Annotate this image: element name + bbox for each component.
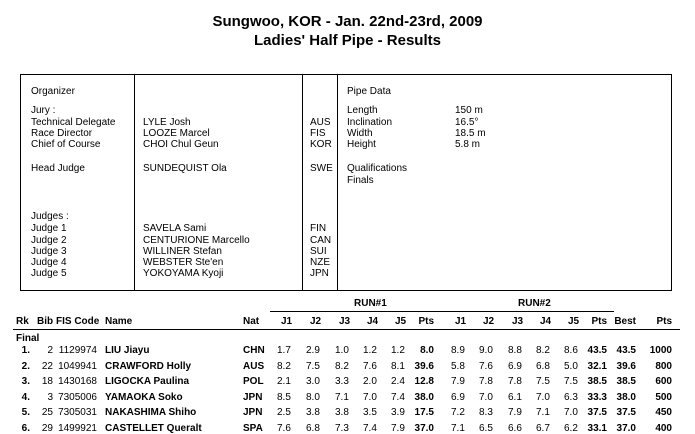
run1-rule [270, 311, 443, 312]
run2-score: 6.2 [564, 422, 578, 434]
run1-pts: 38.0 [414, 391, 434, 403]
run1-pts: 39.6 [414, 360, 434, 372]
run2-score: 6.3 [564, 391, 578, 403]
col-run1-j1: J1 [281, 316, 293, 327]
bib: 3 [47, 391, 53, 403]
pipe-label: Length [347, 105, 378, 116]
run2-pts: 37.5 [587, 407, 607, 418]
run1-score: 7.5 [306, 360, 320, 372]
best-score: 39.6 [616, 360, 636, 372]
fis-code: 1049941 [58, 360, 97, 372]
fis-code: 1499921 [58, 422, 97, 434]
run2-score: 8.2 [536, 345, 550, 356]
run2-score: 7.6 [479, 360, 493, 372]
run1-score: 8.2 [277, 360, 291, 372]
run2-score: 8.9 [451, 345, 465, 356]
run2-score: 8.6 [564, 345, 578, 356]
judge-name: WILLINER Stefan [143, 246, 222, 257]
athlete-name: NAKASHIMA Shiho [105, 407, 197, 418]
col-bib: Bib [37, 316, 54, 327]
run2-score: 6.1 [508, 391, 522, 403]
athlete-name: LIGOCKA Paulina [105, 376, 190, 387]
fis-code: 1430168 [58, 376, 97, 387]
official-name: CHOI Chul Geun [143, 139, 219, 150]
official-name: LYLE Josh [143, 117, 191, 128]
bib: 2 [47, 345, 53, 356]
best-score: 37.0 [616, 422, 636, 434]
run1-score: 7.6 [277, 422, 291, 434]
col-run1-j4: J4 [367, 316, 379, 327]
athlete-name: LIU Jiayu [105, 345, 150, 356]
col-run2-j5: J5 [568, 316, 580, 327]
run1-score: 7.6 [363, 360, 377, 372]
pipe-value: 150 m [455, 105, 483, 116]
run2-pts: 33.1 [587, 422, 607, 434]
judge-nat: SUI [310, 246, 327, 257]
athlete-nat: AUS [243, 360, 265, 372]
run2-score: 5.8 [451, 360, 465, 372]
total-pts: 600 [655, 376, 672, 387]
run2-score: 7.9 [451, 376, 465, 387]
run1-pts: 12.8 [414, 376, 434, 387]
judges-label: Judges : [31, 211, 69, 222]
run2-score: 7.1 [536, 407, 550, 418]
judge-role-4: Judge 4 [31, 257, 67, 268]
run2-score: 6.9 [451, 391, 465, 403]
total-pts: 500 [655, 391, 672, 403]
athlete-name: YAMAOKA Soko [105, 391, 183, 403]
organizer-label: Organizer [31, 86, 75, 97]
run1-score: 8.2 [335, 360, 349, 372]
run1-score: 3.5 [363, 407, 377, 418]
run1-score: 2.0 [363, 376, 377, 387]
officials-box [20, 74, 672, 291]
head-judge-name: SUNDEQUIST Ola [143, 163, 227, 174]
pipe-value: 5.8 m [455, 139, 481, 150]
run2-pts: 38.5 [587, 376, 607, 387]
athlete-name: CASTELLET Queralt [105, 422, 202, 434]
best-score: 43.5 [616, 345, 636, 356]
run1-score: 3.3 [335, 376, 349, 387]
run1-score: 3.9 [391, 407, 405, 418]
run2-score: 7.8 [508, 376, 522, 387]
run2-score: 9.0 [479, 345, 493, 356]
divider [134, 74, 135, 291]
run1-score: 8.5 [277, 391, 291, 403]
judge-nat: CAN [310, 235, 332, 246]
run2-score: 7.1 [451, 422, 465, 434]
run1-score: 7.1 [335, 391, 349, 403]
total-pts: 450 [655, 407, 672, 418]
run2-score: 8.3 [479, 407, 493, 418]
rank: 5. [21, 407, 30, 418]
bib: 22 [41, 360, 53, 372]
run1-score: 7.4 [363, 422, 377, 434]
judge-name: CENTURIONE Marcello [143, 235, 250, 246]
run1-score: 7.3 [335, 422, 349, 434]
run2-score: 7.8 [479, 376, 493, 387]
athlete-nat: SPA [243, 422, 263, 434]
judge-nat: FIN [310, 223, 327, 234]
run2-score: 6.6 [508, 422, 522, 434]
judge-role-3: Judge 3 [31, 246, 67, 257]
run1-header: RUN#1 [354, 298, 387, 309]
run1-score: 1.7 [277, 345, 291, 356]
qualifications-label: Qualifications [347, 163, 408, 174]
run1-score: 1.2 [391, 345, 405, 356]
run1-score: 3.8 [335, 407, 349, 418]
pipe-label: Inclination [347, 117, 393, 128]
run2-score: 7.0 [536, 391, 550, 403]
run1-score: 2.5 [277, 407, 291, 418]
page-subtitle: Ladies' Half Pipe - Results [254, 32, 441, 49]
header-rule [13, 329, 680, 330]
pipe-label: Width [347, 128, 373, 139]
role-technical-delegate: Technical Delegate [31, 117, 116, 128]
run2-score: 6.7 [536, 422, 550, 434]
run2-pts: 32.1 [587, 360, 607, 372]
rank: 2. [21, 360, 30, 372]
rank: 6. [21, 422, 30, 434]
judge-name: YOKOYAMA Kyoji [143, 268, 224, 279]
total-pts: 800 [655, 360, 672, 372]
judge-role-1: Judge 1 [31, 223, 67, 234]
run1-pts: 17.5 [414, 407, 434, 418]
run2-rule [442, 311, 614, 312]
pipe-label: Height [347, 139, 376, 150]
total-pts: 400 [655, 422, 672, 434]
run1-score: 7.4 [391, 391, 405, 403]
run2-pts: 43.5 [587, 345, 607, 356]
run1-score: 2.9 [306, 345, 320, 356]
rank: 1. [21, 345, 30, 356]
bib: 18 [41, 376, 53, 387]
athlete-nat: POL [243, 376, 264, 387]
rank: 3. [21, 376, 30, 387]
official-nat: FIS [310, 128, 326, 139]
run2-score: 6.9 [508, 360, 522, 372]
run2-header: RUN#2 [518, 298, 551, 309]
run2-pts: 33.3 [587, 391, 607, 403]
judge-nat: JPN [310, 268, 329, 279]
run2-score: 7.5 [564, 376, 578, 387]
col-run1-j5: J5 [395, 316, 407, 327]
judge-nat: NZE [310, 257, 330, 268]
run2-score: 6.8 [536, 360, 550, 372]
col-total-pts: Pts [656, 316, 672, 327]
divider [337, 74, 338, 291]
run1-score: 7.9 [391, 422, 405, 434]
athlete-name: CRAWFORD Holly [105, 360, 192, 372]
fis-code: 7305031 [58, 407, 97, 418]
athlete-nat: JPN [243, 407, 263, 418]
pipe-value: 18.5 m [455, 128, 486, 139]
official-nat: AUS [310, 117, 331, 128]
col-run2-j1: J1 [455, 316, 467, 327]
role-race-director: Race Director [31, 128, 93, 139]
col-run2-j2: J2 [483, 316, 495, 327]
judge-name: WEBSTER Ste'en [143, 257, 224, 268]
col-nat: Nat [243, 316, 260, 327]
athlete-nat: JPN [243, 391, 263, 403]
run2-score: 7.5 [536, 376, 550, 387]
official-nat: KOR [310, 139, 332, 150]
judge-role-5: Judge 5 [31, 268, 67, 279]
head-judge-label: Head Judge [31, 163, 85, 174]
judge-role-2: Judge 2 [31, 235, 67, 246]
bib: 25 [41, 407, 53, 418]
col-name: Name [105, 316, 133, 327]
role-chief-of-course: Chief of Course [31, 139, 101, 150]
run1-score: 1.0 [335, 345, 349, 356]
rank: 4. [21, 391, 30, 403]
fis-code: 1129974 [58, 345, 97, 356]
run2-score: 6.5 [479, 422, 493, 434]
run1-score: 3.8 [306, 407, 320, 418]
col-fiscode: FIS Code [56, 316, 100, 327]
total-pts: 1000 [649, 345, 672, 356]
run2-score: 7.2 [451, 407, 465, 418]
best-score: 38.0 [616, 391, 636, 403]
run2-score: 7.0 [479, 391, 493, 403]
best-score: 38.5 [616, 376, 636, 387]
run1-pts: 37.0 [414, 422, 434, 434]
pipe-value: 16.5° [455, 117, 479, 128]
official-name: LOOZE Marcel [143, 128, 210, 139]
best-score: 37.5 [616, 407, 636, 418]
head-judge-nat: SWE [310, 163, 333, 174]
run1-score: 8.1 [391, 360, 405, 372]
col-run2-j4: J4 [540, 316, 552, 327]
col-run2-pts: Pts [591, 316, 607, 327]
col-run1-j2: J2 [310, 316, 322, 327]
run2-score: 7.0 [564, 407, 578, 418]
section-label: Final [16, 333, 40, 344]
jury-label: Jury : [31, 105, 56, 116]
run1-score: 2.4 [391, 376, 405, 387]
col-run1-pts: Pts [418, 316, 434, 327]
run1-score: 2.1 [277, 376, 291, 387]
col-rk: Rk [16, 316, 29, 327]
divider [302, 74, 303, 291]
run2-score: 5.0 [564, 360, 578, 372]
page-title: Sungwoo, KOR - Jan. 22nd-23rd, 2009 [212, 13, 483, 30]
run1-score: 8.0 [306, 391, 320, 403]
fis-code: 7305006 [58, 391, 97, 403]
finals-label: Finals [347, 175, 374, 186]
run2-score: 8.8 [508, 345, 522, 356]
run1-score: 7.0 [363, 391, 377, 403]
col-run2-j3: J3 [512, 316, 524, 327]
run2-score: 7.9 [508, 407, 522, 418]
run1-pts: 8.0 [420, 345, 434, 356]
athlete-nat: CHN [243, 345, 265, 356]
col-run1-j3: J3 [339, 316, 351, 327]
run1-score: 6.8 [306, 422, 320, 434]
run1-score: 1.2 [363, 345, 377, 356]
col-best: Best [614, 316, 636, 327]
run1-score: 3.0 [306, 376, 320, 387]
bib: 29 [41, 422, 53, 434]
pipe-data-title: Pipe Data [347, 86, 391, 97]
judge-name: SAVELA Sami [143, 223, 207, 234]
